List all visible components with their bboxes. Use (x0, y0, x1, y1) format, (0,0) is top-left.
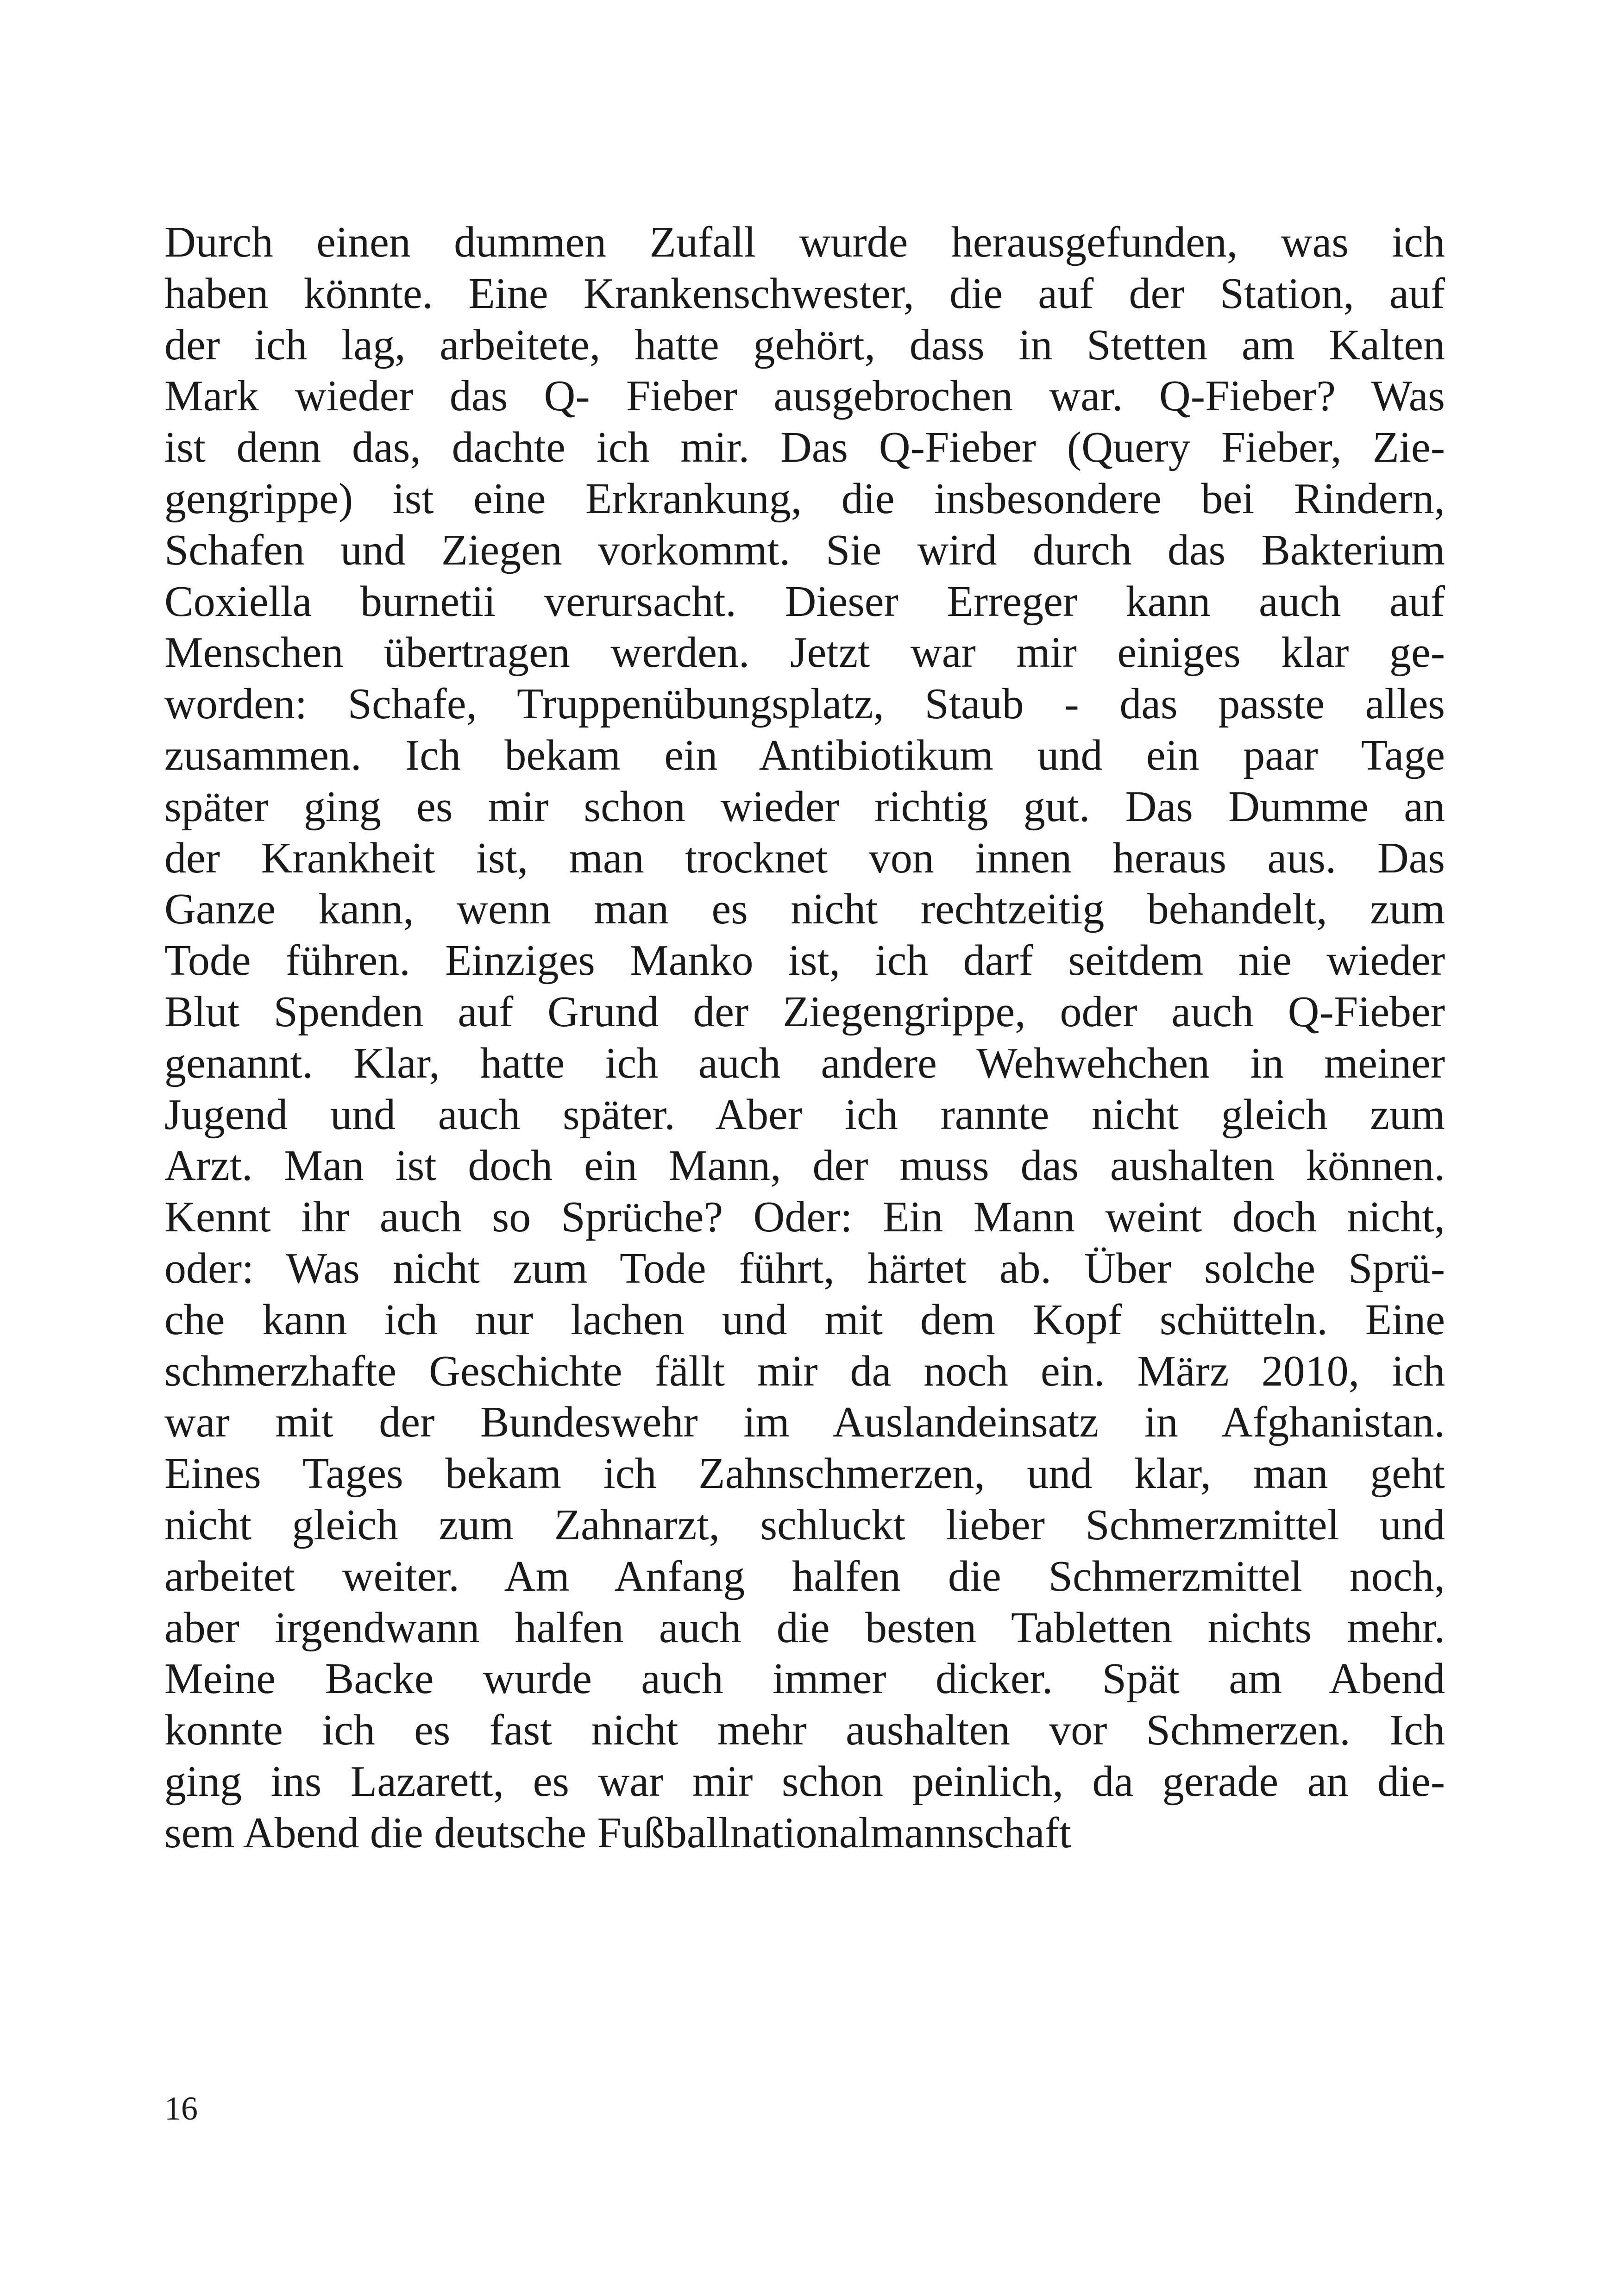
text-line: oder: Was nicht zum Tode führt, härtet ab. Über solche Sprü- (164, 1244, 1445, 1292)
text-line: zusammen. Ich bekam ein Antibiotikum und ein paar Tage (164, 731, 1445, 779)
text-line: ging ins Lazarett, es war mir schon peinlich, da gerade an die- (164, 1757, 1445, 1806)
text-line: Kennt ihr auch so Sprüche? Oder: Ein Mann weint doch nicht, (164, 1193, 1445, 1242)
page-number: 16 (164, 2090, 198, 2127)
text-line: Jugend und auch später. Aber ich rannte nicht gleich zum (164, 1090, 1445, 1139)
text-line: Tode führen. Einziges Manko ist, ich darf seitdem nie wieder (164, 936, 1445, 985)
text-line: Blut Spenden auf Grund der Ziegengrippe, oder auch Q-Fieber (164, 987, 1445, 1036)
text-line: Eines Tages bekam ich Zahnschmerzen, und klar, man geht (164, 1449, 1445, 1498)
text-line: der Krankheit ist, man trocknet von innen heraus aus. Das (164, 834, 1445, 882)
text-line: Menschen übertragen werden. Jetzt war mir einiges klar ge- (164, 628, 1445, 677)
text-line: konnte ich es fast nicht mehr aushalten vor Schmerzen. Ich (164, 1706, 1445, 1755)
text-line: nicht gleich zum Zahnarzt, schluckt lieber Schmerzmittel und (164, 1500, 1445, 1549)
text-line: Mark wieder das Q- Fieber ausgebrochen war. Q-Fieber? Was (164, 372, 1445, 420)
text-line: worden: Schafe, Truppenübungsplatz, Staub - das passte alles (164, 680, 1445, 728)
text-line: schmerzhafte Geschichte fällt mir da noch ein. März 2010, ich (164, 1347, 1445, 1395)
text-line: che kann ich nur lachen und mit dem Kopf schütteln. Eine (164, 1295, 1445, 1344)
text-line: war mit der Bundeswehr im Auslandeinsatz in Afghanistan. (164, 1398, 1445, 1447)
text-line: Schafen und Ziegen vorkommt. Sie wird durch das Bakterium (164, 526, 1445, 574)
text-line: ist denn das, dachte ich mir. Das Q-Fieber (Query Fieber, Zie- (164, 423, 1445, 472)
text-line: Durch einen dummen Zufall wurde herausgefunden, was ich (164, 218, 1445, 266)
body-text (164, 217, 1445, 1859)
text-line: haben könnte. Eine Krankenschwester, die auf der Station, auf (164, 269, 1445, 318)
text-line: Arzt. Man ist doch ein Mann, der muss das aushalten können. (164, 1142, 1445, 1190)
text-line: der ich lag, arbeitete, hatte gehört, dass in Stetten am Kalten (164, 320, 1445, 369)
text-line: Meine Backe wurde auch immer dicker. Spät am Abend (164, 1655, 1445, 1703)
text-line: gengrippe) ist eine Erkrankung, die insbesondere bei Rindern, (164, 474, 1445, 523)
text-line: Ganze kann, wenn man es nicht rechtzeitig behandelt, zum (164, 885, 1445, 934)
text-line: später ging es mir schon wieder richtig gut. Das Dumme an (164, 782, 1445, 831)
text-line: sem Abend die deutsche Fußballnationalmannschaft (164, 1808, 1071, 1857)
text-line: aber irgendwann halfen auch die besten Tabletten nichts mehr. (164, 1603, 1445, 1652)
text-line: Coxiella burnetii verursacht. Dieser Erreger kann auch auf (164, 577, 1445, 626)
text-line: arbeitet weiter. Am Anfang halfen die Schmerzmittel noch, (164, 1552, 1445, 1600)
text-line: genannt. Klar, hatte ich auch andere Wehwehchen in meiner (164, 1039, 1445, 1087)
